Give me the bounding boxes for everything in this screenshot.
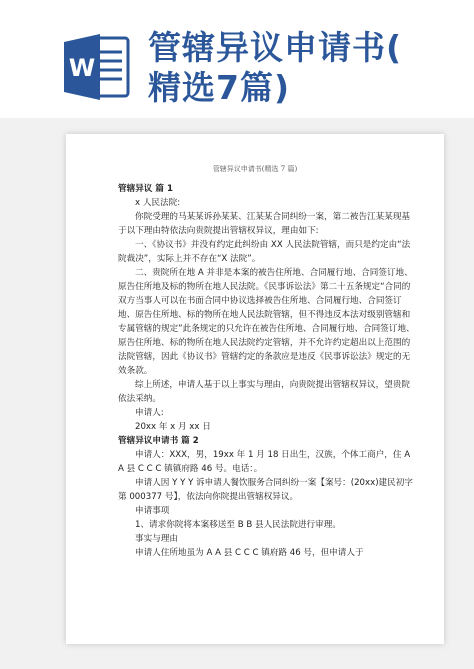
document-paragraph: 综上所述，申请人基于以上事实与理由，向贵院提出管辖权异议，望贵院依法采纳。 — [118, 380, 411, 404]
document-paragraph: 1、请求你院将本案移送至 B B 县人民法院进行审理。 — [135, 520, 341, 530]
document-running-header: 管辖异议申请书(精选 7 篇) — [212, 165, 298, 173]
page-title-line-2: 精选7篇) — [148, 68, 291, 107]
page-title — [148, 28, 468, 108]
document-paragraph: 事实与理由 — [135, 534, 178, 544]
word-document-icon — [64, 32, 130, 102]
document-paragraph: 申请人住所地虽为 A A 县 C C C 镇府路 46 号，但申请人于 — [135, 548, 364, 558]
word-icon-letter: W — [68, 54, 96, 82]
document-paragraph: 申请人因 Y Y Y 诉申请人餐饮服务合同纠纷一案【案号：(20xx)建民初字第 000377 号】，依法向你院提出管辖权异议。 — [118, 478, 413, 502]
title-banner — [0, 0, 474, 118]
document-paragraph: 二、贵院所在地 A 并非是本案的被告住所地、合同履行地、合同签订地、原告住所地及标的物所在地人民法院。《民事诉讼法》第二十五条规定“合同的双方当事人可以在书面合同中协议选择被告住所地、合同履行地、合同签订地、原告住所地、标的物所在地人民法院管辖，但不得违反本法对级别管辖和专属管辖的规定”此条规定的只允许在被告住所地、合同履行地、合同签订地、原告住所地、标的物所在地人民法院约定管辖，并不允许约定超出以上范围的法院管辖，因此《协议书》管辖约定的条款应是违反《民事诉讼法》规定的无效条款。 — [118, 268, 415, 376]
section-heading: 管辖异议 篇 1 — [118, 184, 173, 194]
document-paragraph: 申请事项 — [135, 506, 170, 516]
document-body — [118, 182, 418, 560]
document-paragraph: x 人民法院: — [135, 198, 181, 208]
section-heading: 管辖异议申请书 篇 2 — [118, 436, 199, 446]
page-title-line-1: 管辖异议申请书( — [148, 28, 403, 67]
document-paragraph: 一、《协议书》并没有约定此纠纷由 XX 人民法院管辖，而只是约定由“法院裁决”，实际上并不存在“X 法院”。 — [118, 240, 411, 264]
document-paragraph: 申请人: — [135, 408, 164, 418]
document-paragraph: 20xx 年 x 月 xx 日 — [135, 422, 211, 432]
document-paragraph: 你院受理的马某某诉孙某某、江某某合同纠纷一案，第二被告江某某现基于以下理由特依法向贵院提出管辖权异议，理由如下: — [118, 212, 411, 236]
document-paragraph: 申请人：XXX，男，19xx 年 1 月 18 日出生，汉族，个体工商户，住 A A 县 C C C 镇镇府路 46 号。电话：。 — [118, 450, 411, 474]
document-page — [66, 134, 444, 644]
